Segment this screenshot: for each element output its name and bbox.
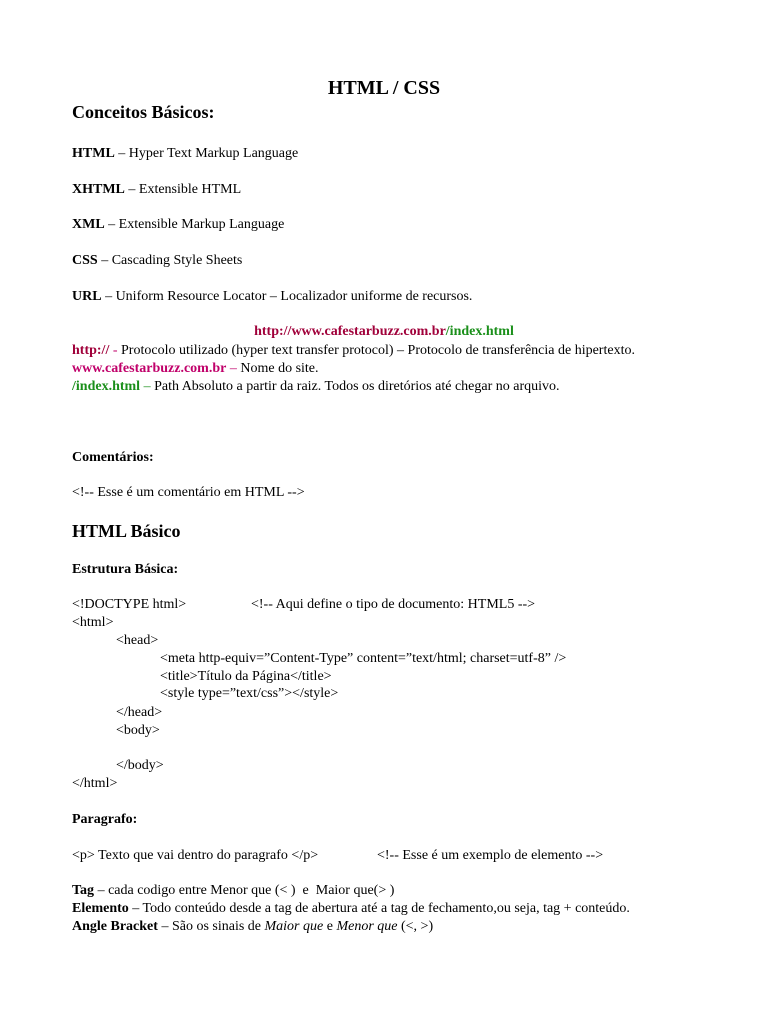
code-doctype: <!DOCTYPE html>	[72, 597, 187, 612]
url-part-term: http://	[72, 343, 110, 358]
glossary-italic: Menor que	[336, 919, 398, 934]
url-host: http://www.cafestarbuzz.com.br	[254, 324, 446, 339]
code-title: <title>Título da Página</title>	[160, 669, 332, 684]
glossary-element	[72, 900, 630, 917]
code-meta: <meta http-equiv=”Content-Type” content=”text/html; charset=utf-8” />	[160, 651, 567, 666]
def-xhtml	[72, 181, 241, 198]
glossary-angle-bracket	[72, 918, 433, 935]
def-text: – Uniform Resource Locator – Localizador uniforme de recursos.	[101, 289, 473, 304]
code-doctype-comment: <!-- Aqui define o tipo de documento: HTML5 -->	[251, 597, 536, 612]
def-text: – Extensible Markup Language	[104, 217, 285, 232]
code-head-close: </head>	[116, 705, 163, 720]
url-part-sep: -	[109, 343, 122, 358]
url-example	[0, 323, 768, 340]
glossary-text: – São os sinais de	[157, 919, 265, 934]
def-term: CSS	[72, 253, 98, 268]
code-html-close: </html>	[72, 776, 118, 791]
url-path: /index.html	[445, 324, 514, 339]
url-part-term: /index.html	[72, 379, 141, 394]
glossary-text: – Todo conteúdo desde a tag de abertura até a tag de fechamento,ou seja, tag + conteúdo.	[128, 901, 630, 916]
paragraph-example: <p> Texto que vai dentro do paragrafo </p>	[72, 848, 319, 863]
page-title: HTML / CSS	[327, 77, 441, 99]
basics-heading: Conceitos Básicos:	[72, 102, 215, 122]
glossary-text: – cada codigo entre Menor que (< ) e Maior que(> )	[94, 883, 395, 898]
def-term: XML	[72, 217, 105, 232]
glossary-text: (<, >)	[397, 919, 434, 934]
def-xml	[72, 216, 284, 233]
url-part-term: www.cafestarbuzz.com.br	[72, 361, 227, 376]
def-html	[72, 145, 298, 162]
glossary-text: e	[323, 919, 337, 934]
comment-example: <!-- Esse é um comentário em HTML -->	[72, 485, 305, 500]
glossary-term: Angle Bracket	[72, 919, 158, 934]
code-html-open: <html>	[72, 615, 114, 630]
def-term: XHTML	[72, 182, 125, 197]
glossary-term: Elemento	[72, 901, 129, 916]
def-term: HTML	[72, 146, 115, 161]
def-text: – Hyper Text Markup Language	[114, 146, 299, 161]
url-part-sep: –	[140, 379, 155, 394]
url-part-text: Path Absoluto a partir da raiz. Todos os diretórios até chegar no arquivo.	[154, 379, 560, 394]
url-part-text: Protocolo utilizado (hyper text transfer protocol) – Protocolo de transferência de hipertexto.	[121, 343, 635, 358]
url-part-sep: –	[226, 361, 241, 376]
url-part-site	[72, 360, 319, 377]
code-head-open: <head>	[116, 633, 159, 648]
html-basic-heading: HTML Básico	[72, 521, 181, 541]
def-text: – Cascading Style Sheets	[97, 253, 243, 268]
glossary-term: Tag	[72, 883, 95, 898]
code-body-open: <body>	[116, 723, 160, 738]
def-url	[72, 288, 472, 305]
def-css	[72, 252, 242, 269]
paragraph-comment: <!-- Esse é um exemplo de elemento -->	[377, 848, 604, 863]
code-style: <style type=”text/css”></style>	[160, 686, 339, 701]
structure-heading: Estrutura Básica:	[72, 562, 179, 577]
code-body-close: </body>	[116, 758, 164, 773]
glossary-tag	[72, 882, 394, 899]
url-part-text: Nome do site.	[240, 361, 319, 376]
comments-heading: Comentários:	[72, 450, 154, 465]
glossary-italic: Maior que	[264, 919, 324, 934]
def-term: URL	[72, 289, 102, 304]
url-part-protocol	[72, 342, 635, 359]
def-text: – Extensible HTML	[124, 182, 242, 197]
url-part-path	[72, 378, 560, 395]
paragraph-heading: Paragrafo:	[72, 812, 138, 827]
